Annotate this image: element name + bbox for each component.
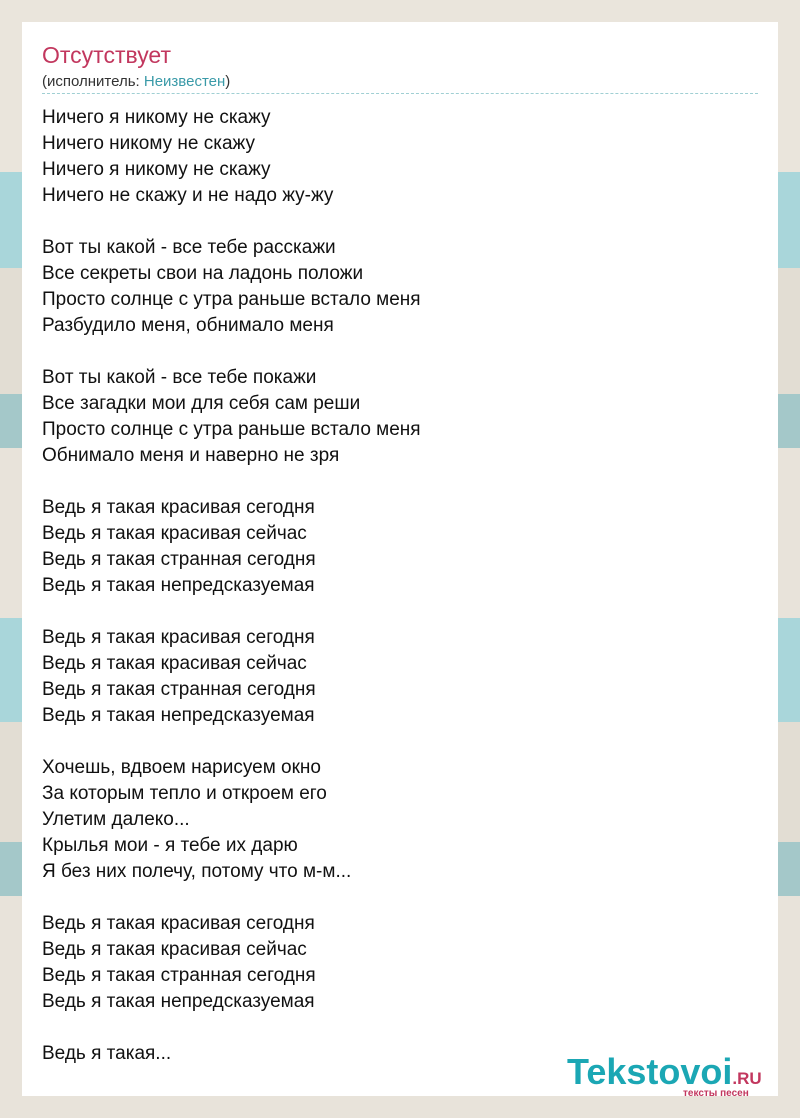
logo-tagline: тексты песен [683,1088,749,1099]
lyrics-line: Ведь я такая странная сегодня [42,679,316,700]
lyrics-line: Ведь я такая непредсказуемая [42,575,315,596]
lyrics-line: Ведь я такая красивая сегодня [42,497,315,518]
lyrics-line: Улетим далеко... [42,809,190,830]
lyrics-line: Обнимало меня и наверно не зря [42,445,340,466]
lyrics-stanza [42,625,758,729]
lyrics-line: Ведь я такая красивая сейчас [42,523,307,544]
lyrics-line: Хочешь, вдвоем нарисуем окно [42,757,321,778]
lyrics-line: Ведь я такая красивая сейчас [42,653,307,674]
lyrics-line: Ведь я такая непредсказуемая [42,705,315,726]
lyrics-line: Все загадки мои для себя сам реши [42,393,361,414]
lyrics-card [22,22,778,1099]
lyrics-stanza [42,235,758,339]
lyrics-line: Ведь я такая красивая сегодня [42,913,315,934]
lyrics-line: Ведь я такая странная сегодня [42,965,316,986]
song-title: Отсутствует [42,42,171,68]
lyrics-line: Просто солнце с утра раньше встало меня [42,419,421,440]
lyrics-line: За которым тепло и откроем его [42,783,327,804]
lyrics-stanza [42,755,758,885]
lyrics-line: Ведь я такая красивая сегодня [42,627,315,648]
lyrics-line: Крылья мои - я тебе их дарю [42,835,298,856]
lyrics-stanza [42,495,758,599]
logo-name: Tekstovoi [567,1051,733,1092]
lyrics-stanza [42,365,758,469]
lyrics-line: Я без них полечу, потому что м-м... [42,861,352,882]
artist-link[interactable]: Неизвестен [143,73,226,90]
logo-tld: .RU [732,1069,762,1088]
artist-prefix: (исполнитель: [42,73,144,90]
lyrics-line: Ничего не скажу и не надо жу-жу [42,185,334,206]
lyrics-line: Вот ты какой - все тебе покажи [42,367,317,388]
lyrics-line: Ведь я такая непредсказуемая [42,991,315,1012]
lyrics-line: Ничего я никому не скажу [42,159,271,180]
title-divider [42,93,758,94]
lyrics-line: Просто солнце с утра раньше встало меня [42,289,421,310]
site-logo[interactable] [567,1051,777,1099]
lyrics-line: Ничего я никому не скажу [42,107,271,128]
lyrics-line: Все секреты свои на ладонь положи [42,263,364,284]
lyrics-line: Разбудило меня, обнимало меня [42,315,334,336]
lyrics-stanza [42,911,758,1015]
lyrics-line: Ничего никому не скажу [42,133,255,154]
lyrics-line: Ведь я такая... [42,1043,172,1064]
lyrics-stanza [42,105,758,209]
lyrics-line: Вот ты какой - все тебе расскажи [42,237,336,258]
lyrics-body [42,105,758,1093]
lyrics-line: Ведь я такая странная сегодня [42,549,316,570]
lyrics-line: Ведь я такая красивая сейчас [42,939,307,960]
artist-suffix: ) [225,73,231,90]
song-meta [42,73,230,90]
